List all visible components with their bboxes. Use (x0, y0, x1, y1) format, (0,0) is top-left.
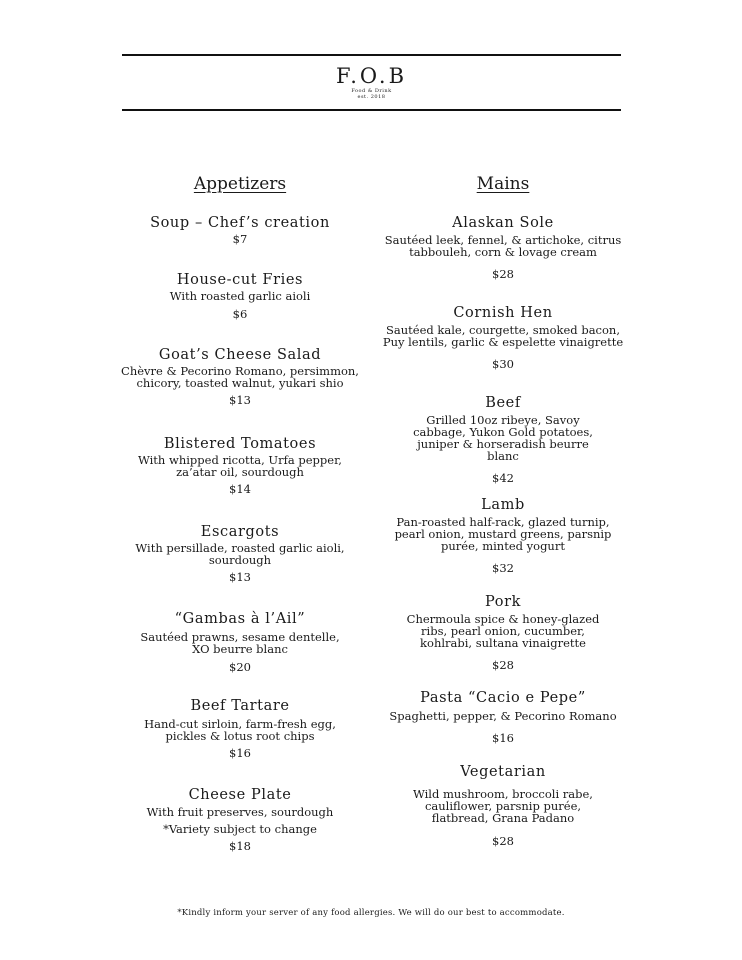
item-description: Wild mushroom, broccoli rabe, cauliflower, parsnip purée, flatbread, Grana Padano (413, 787, 593, 825)
item-price: $32 (492, 561, 514, 575)
item-description: With fruit preserves, sourdough (146, 805, 334, 819)
item-name: Vegetarian (460, 764, 546, 780)
mains-heading: Mains (476, 174, 530, 194)
item-name: Cheese Plate (188, 787, 292, 803)
item-note: *Variety subject to change (163, 822, 317, 836)
item-name: “Gambas à l’Ail” (174, 611, 306, 627)
item-price: $20 (229, 660, 251, 674)
menu-item (120, 523, 360, 584)
menu-item (120, 786, 360, 853)
brand-header (122, 64, 621, 100)
menu-item (381, 689, 625, 745)
menu-item (381, 214, 625, 281)
item-name: Escargots (200, 524, 280, 540)
item-description: Sautéed kale, courgette, smoked bacon, Puy lentils, garlic & espelette vinaigrette (382, 323, 624, 349)
menu-item (120, 610, 360, 674)
item-description: Spaghetti, pepper, & Pecorino Romano (389, 709, 617, 723)
menu-item (381, 593, 625, 672)
menu-item (381, 304, 625, 371)
appetizers-heading: Appetizers (193, 174, 287, 194)
header-bottom-rule (122, 109, 621, 111)
item-description: Chermoula spice & honey-glazed ribs, pearl onion, cucumber, kohlrabi, sultana vinaigrette (406, 612, 600, 650)
item-price: $13 (229, 570, 251, 584)
item-name: Pasta “Cacio e Pepe” (420, 690, 586, 706)
item-name: Lamb (481, 497, 525, 513)
menu-item (381, 763, 625, 848)
item-price: $6 (232, 307, 248, 321)
header-top-rule (122, 54, 621, 56)
item-price: $42 (492, 471, 514, 485)
item-description: Grilled 10oz ribeye, Savoy cabbage, Yukon Gold potatoes, juniper & horseradish beurre blanc (413, 413, 593, 463)
allergy-notice: *Kindly inform your server of any food allergies. We will do our best to accommodate. (177, 908, 565, 918)
item-name: Goat’s Cheese Salad (158, 347, 322, 363)
menu-item (120, 697, 360, 760)
menu-item (120, 346, 360, 407)
item-description: Sautéed leek, fennel, & artichoke, citrus tabbouleh, corn & lovage cream (384, 233, 622, 259)
item-name: House-cut Fries (176, 272, 304, 288)
brand-subtitle: Food & Drink (351, 88, 392, 94)
item-description: With whipped ricotta, Urfa pepper, za’atar oil, sourdough (138, 453, 342, 479)
item-price: $13 (229, 393, 251, 407)
item-description: Chèvre & Pecorino Romano, persimmon, chicory, toasted walnut, yukari shio (121, 364, 359, 390)
item-name: Pork (484, 594, 522, 610)
item-name: Beef (485, 395, 521, 411)
item-price: $28 (492, 834, 514, 848)
menu-item (381, 394, 625, 485)
item-name: Soup – Chef’s creation (150, 215, 330, 231)
menu-item (120, 271, 360, 321)
item-description: Hand-cut sirloin, farm-fresh egg, pickles & lotus root chips (144, 717, 336, 743)
item-price: $18 (229, 839, 251, 853)
item-price: $28 (492, 658, 514, 672)
item-price: $14 (229, 482, 251, 496)
item-price: $16 (229, 746, 251, 760)
item-description: Sautéed prawns, sesame dentelle, XO beurre blanc (140, 630, 340, 656)
brand-title: F.O.B (335, 64, 408, 88)
item-name: Cornish Hen (453, 305, 553, 321)
item-price: $16 (492, 731, 514, 745)
item-name: Beef Tartare (190, 698, 290, 714)
item-description: Pan-roasted half-rack, glazed turnip, pearl onion, mustard greens, parsnip purée, minted yogurt (394, 515, 612, 553)
item-name: Blistered Tomatoes (163, 436, 317, 452)
item-description: With roasted garlic aioli (169, 289, 311, 303)
item-price: $28 (492, 267, 514, 281)
menu-item (120, 435, 360, 496)
menu-item (120, 214, 360, 246)
item-description: With persillade, roasted garlic aioli, sourdough (135, 541, 345, 567)
brand-established: est. 2018 (357, 94, 386, 100)
menu-item (381, 496, 625, 575)
item-price: $30 (492, 357, 514, 371)
item-price: $7 (232, 232, 248, 246)
item-name: Alaskan Sole (452, 215, 554, 231)
